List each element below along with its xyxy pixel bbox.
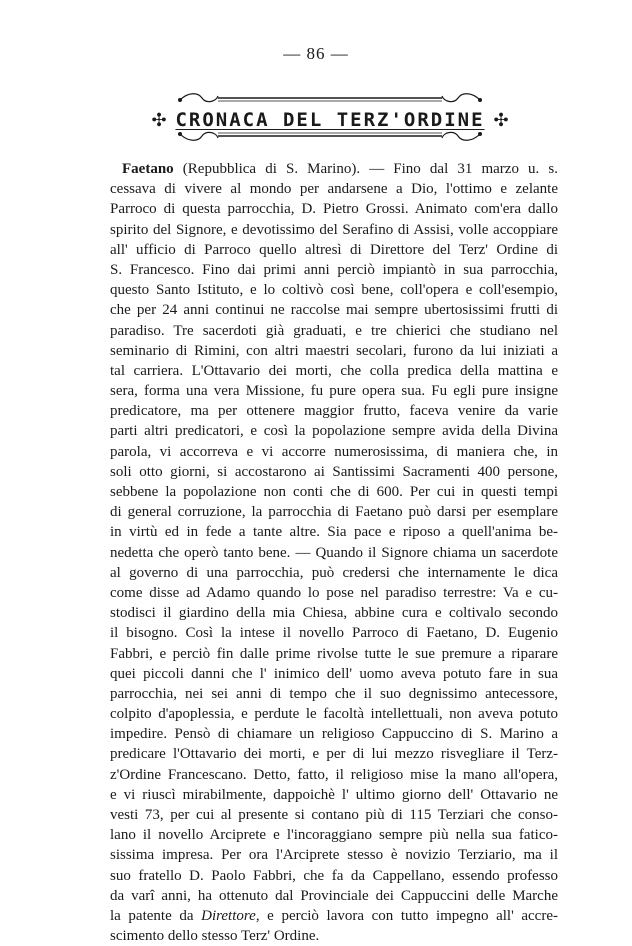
article-line: come disse ad Adamo quando lo pose nel paradiso terrestre: Va e cu-: [110, 584, 558, 601]
cross-ornament-right: ✣: [493, 109, 509, 130]
article-line: Fabbri, e perciò fin dalle prime rivolse tutte le sue premure a riparare: [110, 645, 558, 662]
article-line: lano il novello Arciprete e l'incoraggiano sempre più nella sua fatico-: [110, 827, 558, 844]
place-name: Faetano: [122, 161, 174, 177]
article-line: all' ufficio di Parroco quello altresì di Direttore del Terz' Ordine di: [110, 241, 558, 258]
ornament-flourish: [160, 88, 500, 106]
ornament-bottom: [160, 128, 500, 146]
article-line: scimento dello stesso Terz' Ordine.: [110, 928, 320, 945]
article-line: tal carriera. L'Ottavario dei morti, che colla predica della mattina e: [110, 362, 558, 379]
article-line: suo fratello D. Paolo Fabbri, che fa da Cappellano, essendo professo: [110, 867, 558, 884]
article-line: al governo di una parrocchia, può credersi che internamente le dica: [110, 564, 558, 581]
article-line: sebbene la popolazione non conti che di 600. Per cui in questi tempi: [110, 484, 558, 500]
article-line: paradiso. Tre sacerdoti già graduati, e tre chierici che studiano nel: [110, 322, 558, 339]
article-line: quei piccoli danni che l' inimico dell' uomo aveva potuto fare in sua: [110, 665, 558, 682]
article-line: soli otto giorni, si accostarono ai Santissimi Sacramenti 400 persone,: [110, 463, 558, 480]
article-line: parola, vi accorreva e vi accorre numerosissima, di maniera che, in: [110, 443, 558, 460]
article-line: questo Santo Istituto, e lo coltivò così bene, coll'opera e coll'esempio,: [110, 282, 558, 299]
article-line: Faetano (Repubblica di S. Marino). — Fino dal 31 marzo u. s.: [122, 161, 558, 177]
ornament-top: [160, 88, 500, 106]
article-line: la patente da Direttore, e perciò lavora con tutto impegno all' accre-: [110, 907, 558, 924]
article-line: nedetta che operò tanto bene. — Quando il Signore chiama un sacerdote: [110, 544, 558, 561]
article-line: spirito del Signore, e devotissimo del Serafino di Assisi, volle accoppiare: [110, 221, 558, 238]
section-title: CRONACA DEL TERZ'ORDINE: [175, 109, 485, 131]
article-line: parrocchia, nei sei anni di tempo che il suo degnissimo antecessore,: [110, 685, 558, 702]
article-line: in virtù ed in fede a tante altre. Sia pace e riposo a quell'anima be-: [110, 524, 558, 541]
article-line: che per 24 anni continui ne raccolse mai sempre ubertosissimi frutti di: [110, 302, 558, 319]
article-line: seminario di Rimini, con altri maestri secolari, furono da lui iniziati a: [110, 342, 558, 359]
cross-ornament-left: ✣: [151, 109, 167, 130]
article-line: e vi riuscì mirabilmente, dappoichè l' ultimo giorno dell' Ottavario ne: [110, 786, 558, 803]
article-line: cessava di vivere al mondo per andarsene a Dio, l'ottimo e zelante: [110, 181, 558, 198]
article-line: S. Francesco. Fino dai primi anni perciò impiantò in sua parrocchia,: [110, 261, 558, 278]
article-line: Parroco di questa parrocchia, D. Pietro Grossi. Animato com'era dallo: [110, 201, 558, 218]
article-line: parti altri predicatori, e così la popolazione sempre avida della Divina: [110, 423, 558, 440]
article-line: il bisogno. Così la intese il novello Parroco di Faetano, D. Eugenio: [110, 625, 558, 642]
article-body: [110, 159, 558, 946]
italic-term: Direttore: [201, 907, 256, 924]
ornament-flourish: [160, 128, 500, 146]
article-line: z'Ordine Francescano. Detto, fatto, il religioso mise la mano all'opera,: [110, 766, 558, 783]
article-line: sera, forma una vera Missione, fu pure opera sua. Fu egli pure insigne: [110, 383, 558, 400]
article-line: da varî anni, ha ottenuto dal Provinciale dei Cappuccini delle Marche: [110, 887, 558, 904]
article-line: colpito d'apoplessia, e perdute le facoltà intellettuali, non aveva potuto: [110, 706, 558, 723]
article-line: predicatore, ma per ottenere maggior frutto, faceva venire da varie: [110, 403, 558, 420]
article-line: sissima impresa. Per ora l'Arciprete stesso è novizio Terziario, ma il: [110, 847, 558, 864]
article-line: impedire. Pensò di chiamare un religioso Cappuccino di S. Marino a: [110, 726, 558, 743]
article-line: vesti 73, per cui al presente si contano più di 115 Terziari che conso-: [110, 807, 558, 823]
article-line: di general corruzione, la parrocchia di Faetano può darsi per esemplare: [110, 504, 558, 521]
article-line: stodisci il giardino della mia Chiesa, abbine cura e coltivalo secondo: [110, 605, 558, 622]
article-line: predicare l'Ottavario dei morti, e per di lui mezzo risvegliare il Terz-: [110, 746, 558, 763]
page-number: — 86 —: [283, 44, 349, 63]
